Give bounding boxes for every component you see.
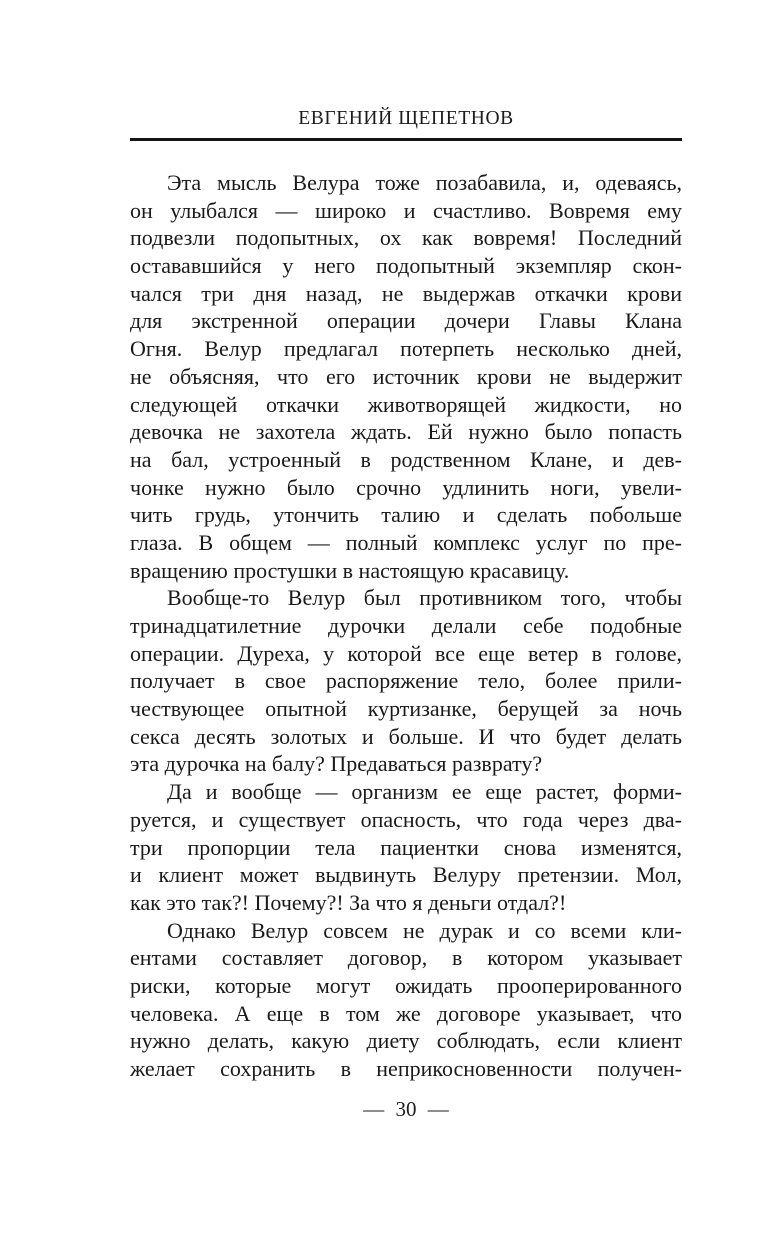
text-line: секса десять золотых и больше. И что будет делать	[130, 723, 682, 749]
text-line: следующей откачки животворящей жидкости, но	[130, 391, 682, 417]
text-line: Огня. Велур предлагал потерпеть несколько дней,	[130, 336, 682, 362]
text-line: Однако Велур совсем не дурак и со всеми кли-	[167, 917, 682, 943]
text-line: чался три дня назад, не выдержав откачки крови	[130, 280, 682, 306]
text-line: он улыбался — широко и счастливо. Вовремя ему	[130, 197, 682, 223]
header-rule	[130, 138, 682, 141]
paragraph	[130, 778, 682, 916]
paragraph	[130, 169, 682, 584]
text-line: чить грудь, утончить талию и сделать побольше	[130, 502, 682, 528]
text-line: глаза. В общем — полный комплекс услуг по пре-	[130, 529, 682, 555]
text-line: на бал, устроенный в родственном Клане, и дев-	[130, 446, 682, 472]
text-line: и клиент может выдвинуть Велуру претензии. Мол,	[130, 862, 682, 888]
text-line: подвезли подопытных, ох как вовремя! Последний	[130, 225, 682, 251]
text-line: риски, которые могут ожидать прооперированного	[130, 972, 682, 998]
text-line: для экстренной операции дочери Главы Клана	[130, 308, 682, 334]
paragraph	[130, 917, 682, 1083]
text-line: чествующее опытной куртизанке, берущей за ночь	[130, 696, 682, 722]
text-line: Эта мысль Велура тоже позабавила, и, одеваясь,	[167, 170, 682, 195]
text-line: как это так?! Почему?! За что я деньги отдал?!	[130, 889, 567, 915]
text-line: не объясняя, что его источник крови не выдержит	[130, 363, 682, 389]
text-line: девочка не захотела ждать. Ей нужно было попасть	[130, 419, 682, 445]
text-line: нужно делать, какую диету соблюдать, если клиент	[130, 1028, 682, 1054]
text-line: человека. А еще в том же договоре указывает, что	[130, 1000, 682, 1026]
text-line: операции. Дуреха, у которой все еще ветер в голове,	[130, 640, 682, 666]
text-line: три пропорции тела пациентки снова изменятся,	[130, 834, 682, 860]
text-line: вращению простушки в настоящую красавицу.	[130, 557, 570, 583]
text-line: ентами составляет договор, в котором указывает	[130, 945, 682, 971]
text-line: тринадцатилетние дурочки делали себе подобные	[130, 613, 682, 638]
text-line: получает в свое распоряжение тело, более прили-	[130, 668, 682, 694]
text-line: чонке нужно было срочно удлинить ноги, увели-	[130, 474, 682, 500]
text-line: эта дурочка на балу? Предаваться разврату?	[130, 751, 543, 777]
running-header: ЕВГЕНИЙ ЩЕПЕТНОВ	[298, 108, 514, 129]
body-text	[130, 169, 682, 1083]
text-line: Вообще-то Велур был противником того, чтобы	[167, 585, 682, 611]
page-number: — 30 —	[363, 1097, 449, 1121]
book-page	[130, 0, 682, 1240]
text-line: остававшийся у него подопытный экземпляр скон-	[130, 253, 682, 279]
text-line: желает сохранить в неприкосновенности получен-	[130, 1056, 682, 1081]
paragraph	[130, 584, 682, 778]
text-line: Да и вообще — организм ее еще растет, форми-	[167, 779, 682, 805]
text-line: руется, и существует опасность, что года через два-	[130, 806, 682, 832]
